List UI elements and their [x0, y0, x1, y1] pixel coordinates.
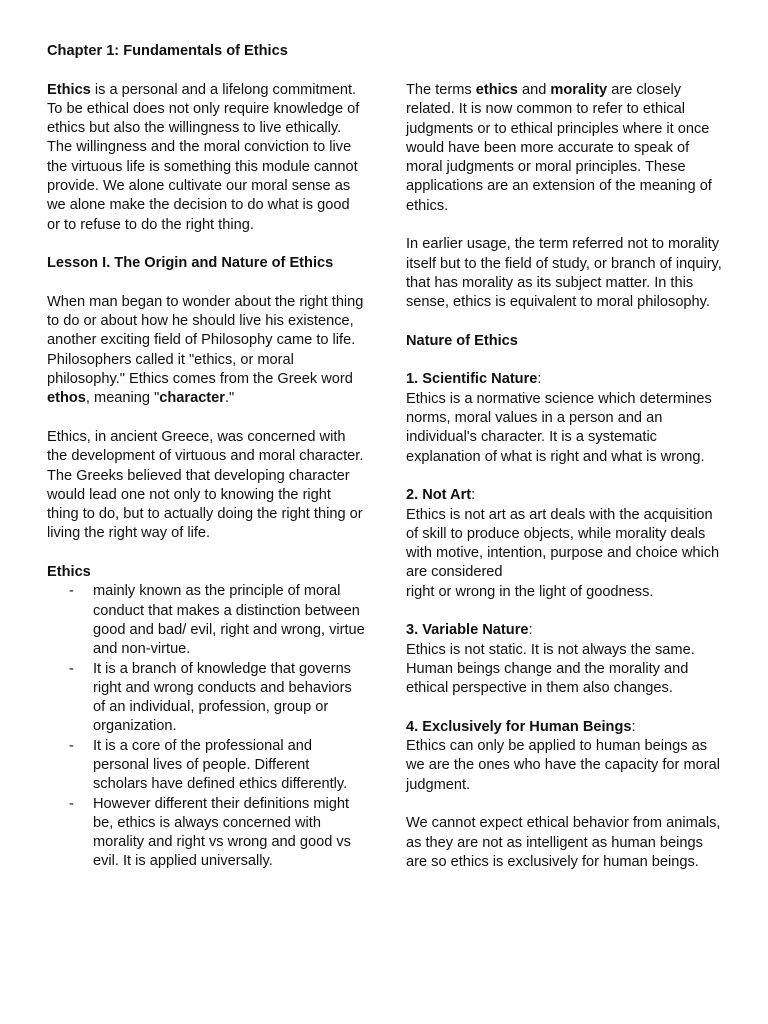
left-column [47, 42, 365, 872]
nature-heading: Nature of Ethics [406, 332, 518, 349]
ethics-heading: Ethics [47, 564, 91, 581]
nature-item-heading: 4. Exclusively for Human Beings: [406, 718, 636, 735]
closing-paragraph: We cannot expect ethical behavior from animals, as they are not as intelligent as human beings are so ethics is exclusively for human beings. [406, 815, 721, 870]
intro-term: Ethics [47, 81, 91, 98]
list-item: - It is a branch of knowledge that governs right and wrong conducts and behaviors of an individual, profession, group or organization. [69, 660, 352, 735]
right-column [406, 81, 728, 872]
origin-paragraph: When man began to wonder about the right thing to do or about how he should live his existence, another exciting field of Philosophy came to life. Philosophers called it "ethics, or moral philosophy." Ethics comes from the Greek word ethos, meaning "character." [47, 293, 364, 407]
terms-paragraph: The terms ethics and morality are closely related. It is now common to refer to ethical judgments or to ethical principles where it once would have been more accurate to speak of moral judgments or moral principles. These applications are an extension of the meaning of ethics. [406, 82, 712, 214]
nature-item-body: Ethics is not art as art deals with the acquisition of skill to produce objects, while morality deals with motive, intention, purpose and choice which are considered [406, 506, 720, 581]
ethics-bullet-list [47, 582, 365, 871]
nature-item-body: right or wrong in the light of goodness. [406, 583, 654, 600]
list-item: - However different their definitions might be, ethics is always concerned with morality and right vs wrong and good vs evil. It is applied universally. [69, 795, 351, 870]
nature-item-body: Ethics is not static. It is not always the same. Human beings change and the morality and ethical perspective in them also changes. [406, 641, 695, 697]
nature-item-body: Ethics can only be applied to human beings as we are the ones who have the capacity for moral judgment. [406, 738, 720, 793]
chapter-title: Chapter 1: Fundamentals of Ethics [47, 43, 288, 59]
earlier-usage-paragraph: In earlier usage, the term referred not to morality itself but to the field of study, or branch of inquiry, that has morality as its subject matter. In this sense, ethics is equivalent to moral philosophy. [406, 236, 722, 311]
nature-item-heading: 1. Scientific Nature: [406, 371, 542, 388]
list-item: - It is a core of the professional and personal lives of people. Different scholars have defined ethics differently. [69, 737, 348, 793]
greece-paragraph: Ethics, in ancient Greece, was concerned with the development of virtuous and moral character. The Greeks believed that developing character would lead one not only to knowing the right thing to do, but to actually doing the right thing or living the right way of life. [47, 428, 364, 542]
list-item: - mainly known as the principle of moral conduct that makes a distinction between good and bad/ evil, right and wrong, virtue and non-virtue. [69, 583, 365, 658]
nature-item-heading: 3. Variable Nature: [406, 622, 533, 639]
lesson-title: Lesson I. The Origin and Nature of Ethics [47, 255, 334, 272]
nature-item-heading: 2. Not Art: [406, 487, 476, 504]
nature-item-body: Ethics is a normative science which determines norms, moral values in a person and an individual's character. It is a systematic explanation of what is right and what is wrong. [406, 390, 712, 465]
intro-paragraph: Ethics is a personal and a lifelong commitment. To be ethical does not only require knowledge of ethics but also the willingness to live ethically. The willingness and the moral conviction to live the virtuous life is something this module cannot provide. We alone cultivate our moral sense as we alone make the decision to do what is good or to refuse to do the right thing. [47, 81, 360, 233]
